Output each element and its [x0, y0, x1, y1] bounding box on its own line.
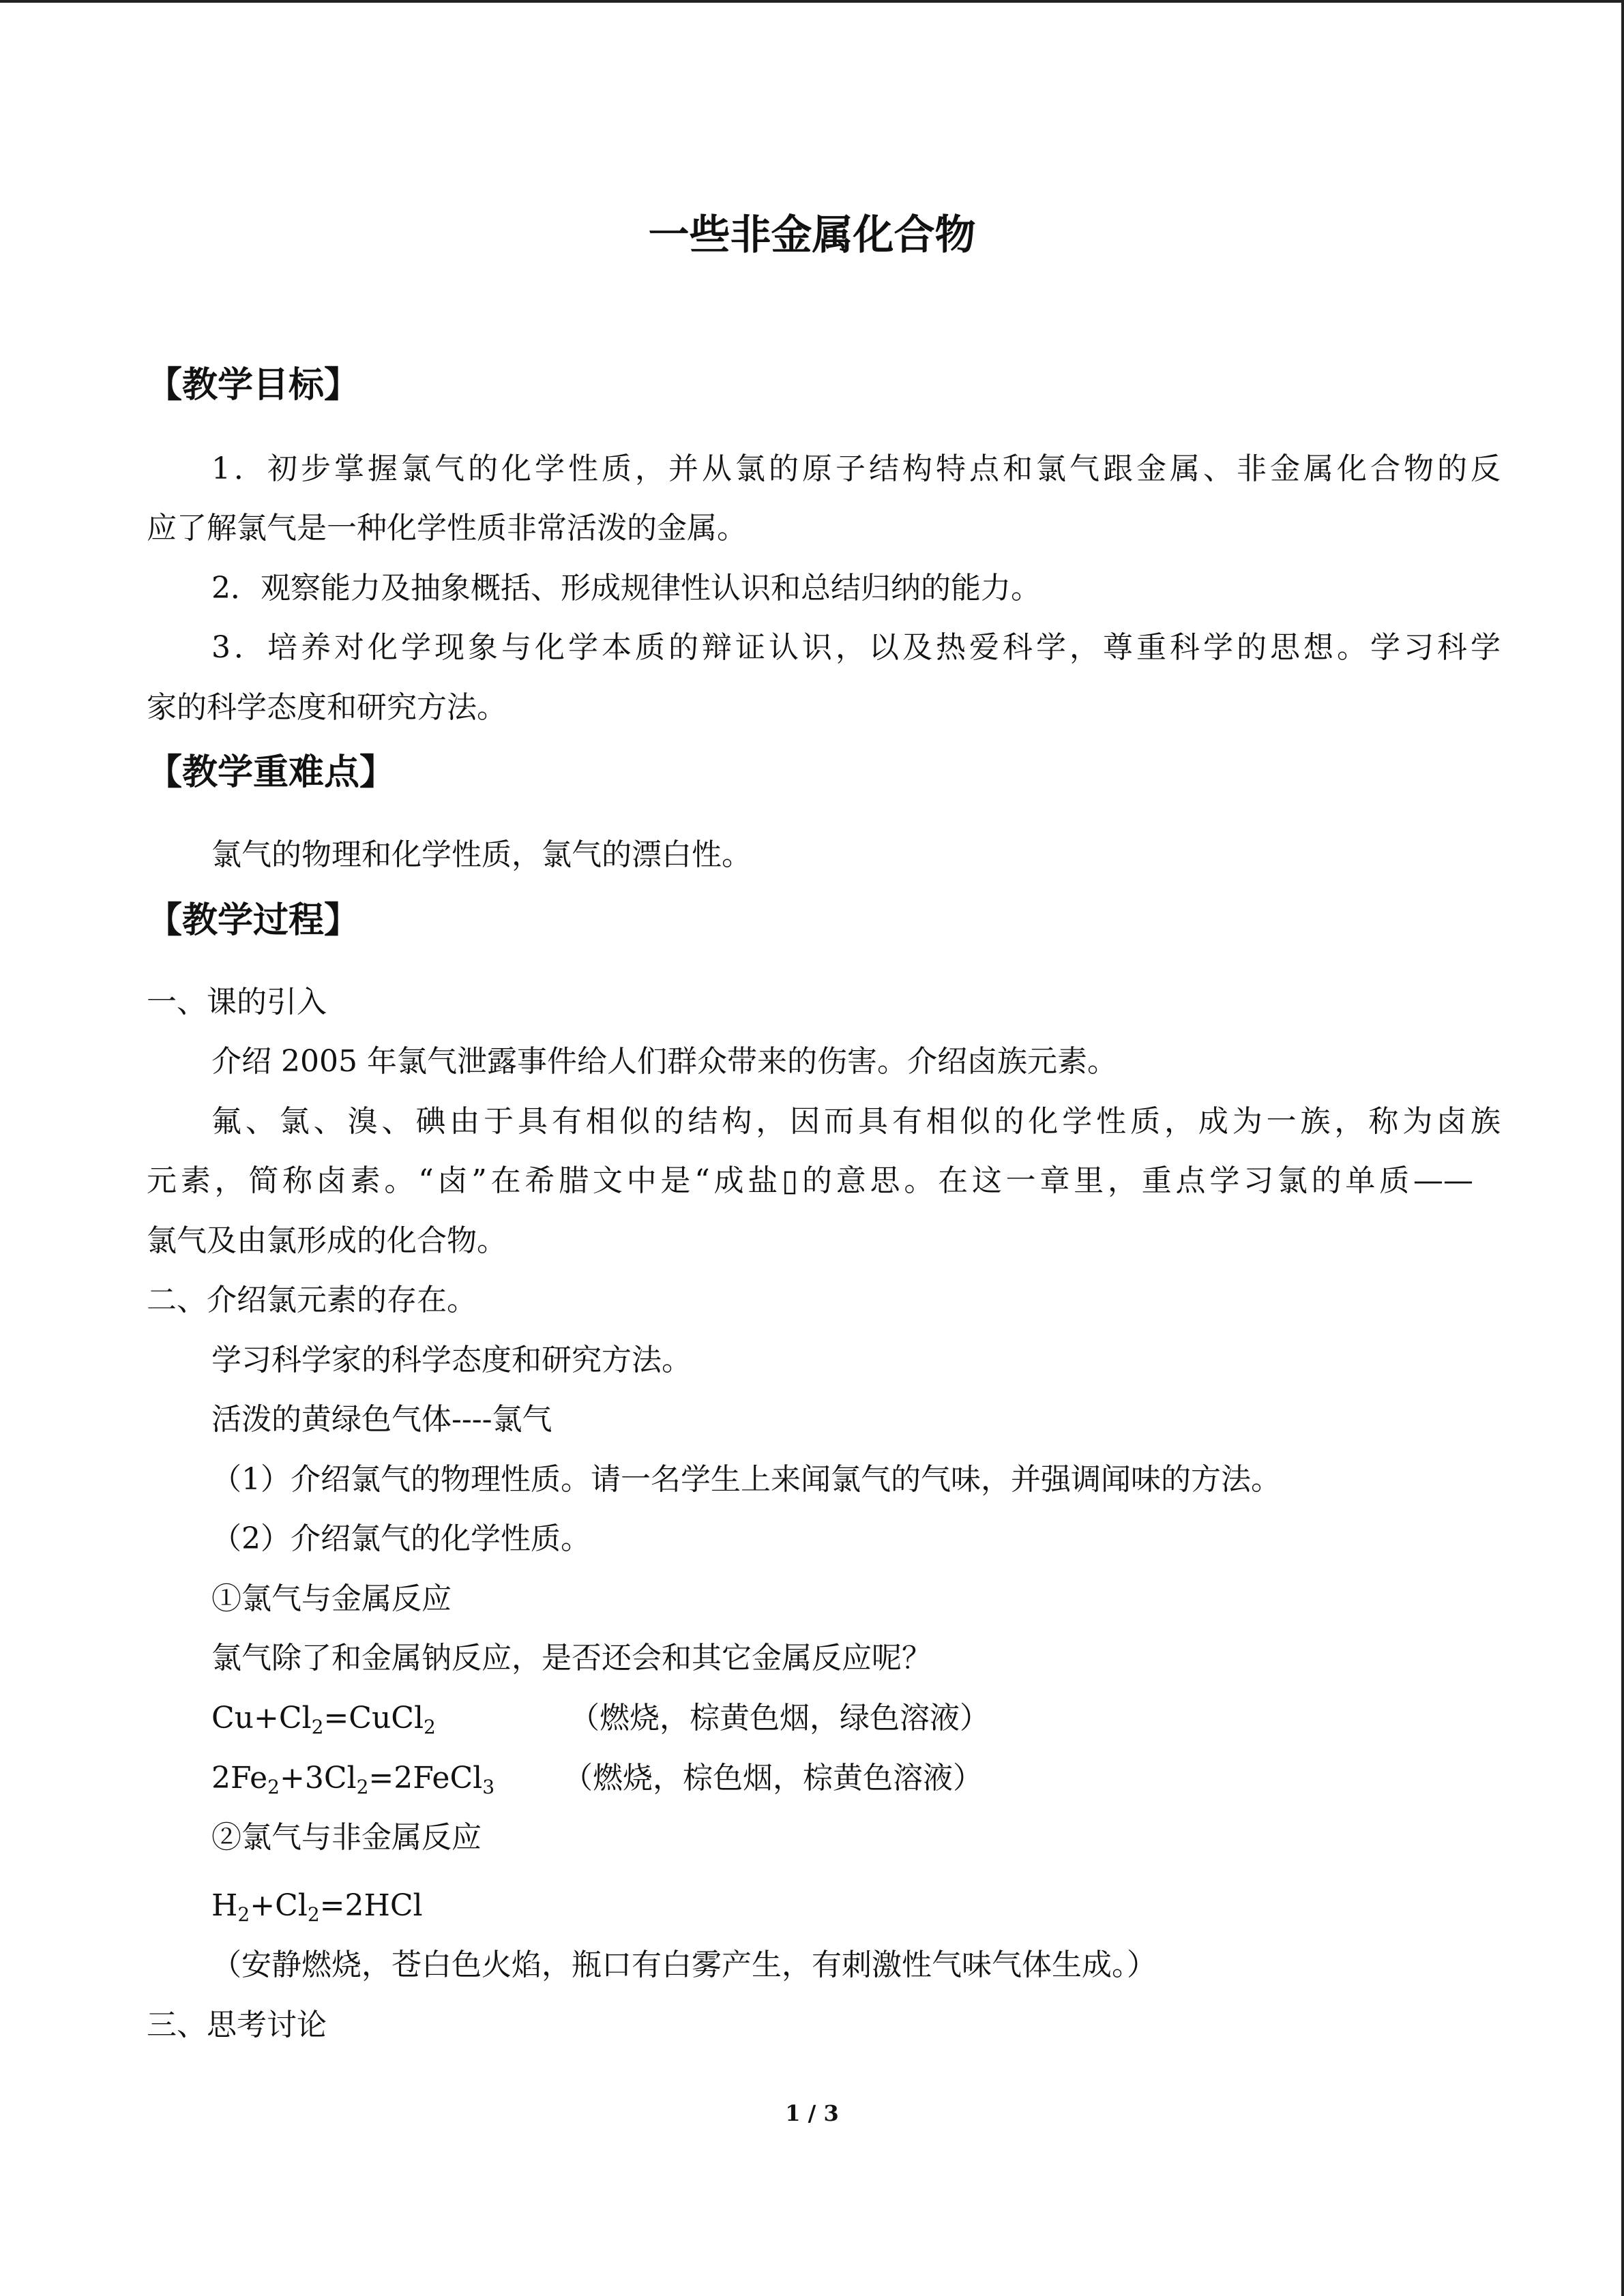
page-border-right: [1621, 0, 1624, 2296]
equation-iron-part-c: =2FeCl: [368, 1761, 483, 1795]
heading-process: 【教学过程】: [147, 900, 360, 941]
key-points-text: 氯气的物理和化学性质，氯气的漂白性。: [211, 837, 752, 872]
section-2-paragraph-7: ②氯气与非金属反应: [211, 1820, 482, 1855]
objective-3-line-2: 家的科学态度和研究方法。: [147, 690, 507, 725]
equation-iron-sub-1: 2: [267, 1776, 280, 1798]
equation-iron: [211, 1758, 494, 1799]
equation-iron-part-b: +3Cl: [279, 1761, 357, 1795]
section-2-paragraph-2: 活泼的黄绿色气体----氯气: [211, 1402, 552, 1437]
objective-1-line-1: 1．初步掌握氯气的化学性质，并从氯的原子结构特点和氯气跟金属、非金属化合物的反: [211, 451, 1501, 486]
equation-hydrogen-note: （安静燃烧，苍白色火焰，瓶口有白雾产生，有刺激性气味气体生成。）: [211, 1948, 1157, 1982]
section-1-title: 一、课的引入: [147, 985, 327, 1019]
equation-copper-sub-2: 2: [424, 1716, 436, 1738]
equation-hydrogen-part-a: H: [211, 1888, 238, 1923]
equation-copper-part-a: Cu+Cl: [211, 1701, 312, 1735]
section-3-title: 三、思考讨论: [147, 2008, 327, 2042]
equation-hydrogen-part-c: =2HCl: [319, 1888, 423, 1923]
equation-copper: [211, 1698, 436, 1739]
equation-hydrogen-sub-1: 2: [237, 1903, 250, 1926]
section-1-paragraph-2-line-2: 元素，简称卤素。“卤”在希腊文中是“成盐▯的意思。在这一章里，重点学习氯的单质——: [147, 1163, 1473, 1198]
section-2-paragraph-3: （1）介绍氯气的物理性质。请一名学生上来闻氯气的气味，并强调闻味的方法。: [211, 1462, 1281, 1497]
section-2-paragraph-4: （2）介绍氯气的化学性质。: [211, 1521, 591, 1556]
section-2-paragraph-6: 氯气除了和金属钠反应，是否还会和其它金属反应呢？: [211, 1641, 932, 1675]
equation-iron-sub-3: 3: [482, 1776, 495, 1798]
equation-hydrogen-sub-2: 2: [307, 1903, 320, 1926]
heading-objectives: 【教学目标】: [147, 365, 360, 406]
equation-copper-part-b: =CuCl: [323, 1701, 424, 1735]
section-2-paragraph-1: 学习科学家的科学态度和研究方法。: [211, 1343, 692, 1377]
objective-3-line-1: 3．培养对化学现象与化学本质的辩证认识，以及热爱科学，尊重科学的思想。学习科学: [211, 630, 1501, 665]
equation-iron-part-a: 2Fe: [211, 1761, 268, 1795]
section-2-title: 二、介绍氯元素的存在。: [147, 1283, 477, 1317]
section-1-paragraph-2-line-3: 氯气及由氯形成的化合物。: [147, 1223, 507, 1258]
equation-hydrogen-part-b: +Cl: [250, 1888, 308, 1923]
equation-copper-sub-1: 2: [311, 1716, 324, 1738]
equation-hydrogen: [211, 1885, 423, 1926]
equation-iron-sub-2: 2: [356, 1776, 369, 1798]
page-number: 1 / 3: [785, 2100, 839, 2126]
document-title: 一些非金属化合物: [648, 211, 976, 259]
section-2-paragraph-5: ①氯气与金属反应: [211, 1581, 452, 1616]
equation-copper-note: （燃烧，棕黄色烟，绿色溶液）: [570, 1701, 990, 1735]
page-border-top: [0, 0, 1624, 3]
objective-2: 2．观察能力及抽象概括、形成规律性认识和总结归纳的能力。: [211, 571, 1041, 606]
heading-key-points: 【教学重难点】: [147, 752, 396, 793]
section-1-paragraph-2-line-1: 氟、氯、溴、碘由于具有相似的结构，因而具有相似的化学性质，成为一族，称为卤族: [211, 1104, 1501, 1139]
section-1-paragraph-1: 介绍 2005 年氯气泄露事件给人们群众带来的伤害。介绍卤族元素。: [211, 1044, 1117, 1079]
objective-1-line-2: 应了解氯气是一种化学性质非常活泼的金属。: [147, 511, 747, 546]
equation-iron-note: （燃烧，棕色烟，棕黄色溶液）: [563, 1761, 983, 1795]
